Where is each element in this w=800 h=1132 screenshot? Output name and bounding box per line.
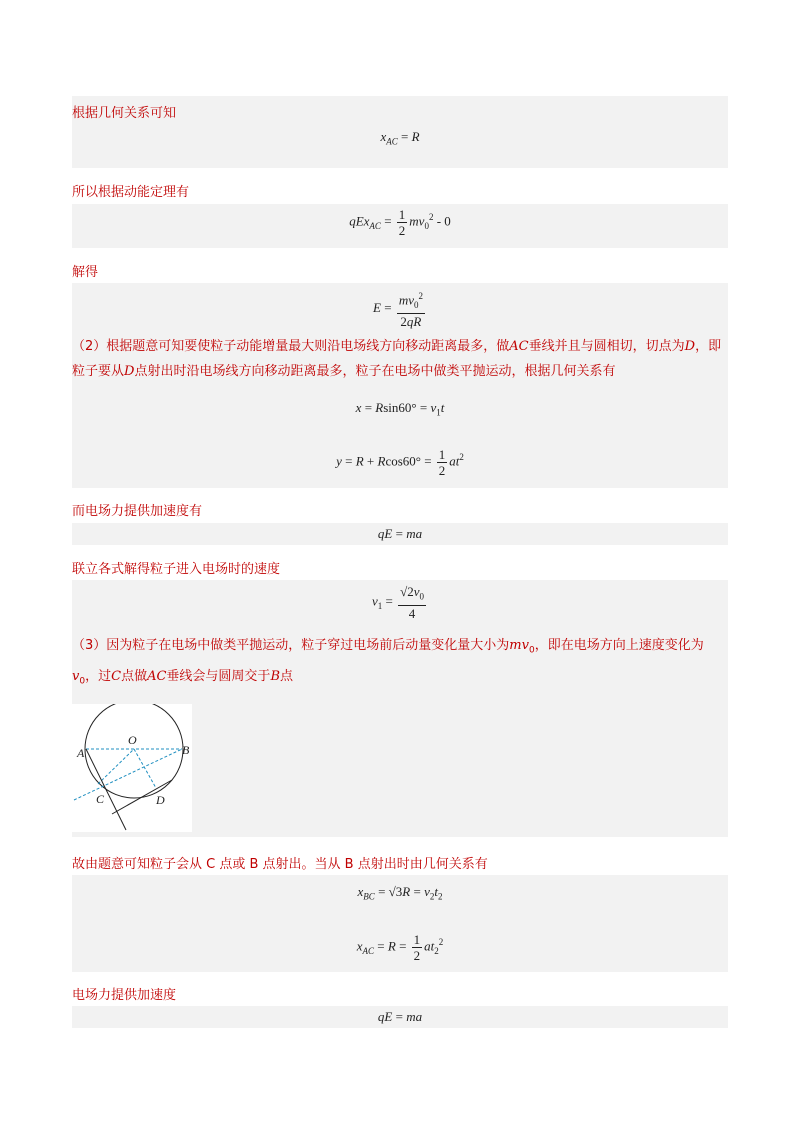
circle-diagram [72, 704, 192, 832]
paragraph-part3: （3）因为粒子在电场中做类平抛运动，粒子穿过电场前后动量变化量大小为$mv_0$，即在电场方向上速度变化为$v_0$，过C点做AC垂线会与圆周交于B点 [72, 638, 704, 687]
label-electric-force: 而电场力提供加速度有 [72, 504, 203, 519]
label-point-a: A [77, 746, 85, 760]
label-point-b: B [182, 743, 190, 757]
label-velocity: 联立各式解得粒子进入电场时的速度 [72, 562, 281, 577]
label-point-o: O [128, 733, 137, 747]
equation-xac-r: $x_{AC} = R$ [380, 129, 420, 147]
equation-qe-ma: qE = ma [377, 526, 423, 541]
label-force-accel: 电场力提供加速度 [72, 988, 177, 1003]
equation-xac-at2: $x_{AC} = R$ = $\frac{1}{2}$ $at_2^2$ [356, 932, 444, 963]
label-exit-point: 故由题意可知粒子会从 C 点或 B 点射出。当从 B 点射出时由几何关系有 [72, 857, 488, 872]
label-point-c: C [96, 792, 105, 806]
label-geometry: 根据几何关系可知 [72, 106, 177, 121]
equation-y-displacement: y = R + Rcos60° = $\frac{1}{2}$ $at^2$ [336, 447, 464, 478]
label-kinetic-theorem: 所以根据动能定理有 [72, 185, 190, 200]
equation-v1: $v_1$ = $\frac{√2v_0}{4}$ [371, 584, 425, 621]
geometry-figure [72, 704, 192, 832]
equation-field-e: E = $\frac{mv_0^2}{2qR}$ [373, 291, 423, 329]
equation-qe-ma-2: qE = ma [377, 1009, 423, 1024]
dashed-radius [98, 749, 134, 784]
equation-kinetic-energy: qEx$_{AC}$ = $\frac{1}{2}$ $mv_0^2 - 0$ [349, 207, 451, 238]
dashed-radius-d [134, 749, 156, 788]
line-ac [86, 749, 126, 830]
equation-x-displacement: $x = Rsin60^\circ = v_1t$ [355, 400, 445, 418]
equation-xbc: $x_{BC} = √3R = v_2t_2$ [357, 884, 443, 902]
paragraph-part2: （2）根据题意可知要使粒子动能增量最大则沿电场线方向移动距离最多，做AC垂线并且与圆相切，切点为D，即粒子要从D点射出时沿电场线方向移动距离最多，粒子在电场中做类平抛运动，根据几何关系有 [72, 339, 722, 379]
label-solve: 解得 [72, 265, 99, 280]
label-point-d: D [156, 793, 165, 807]
circle-outline [85, 704, 183, 798]
